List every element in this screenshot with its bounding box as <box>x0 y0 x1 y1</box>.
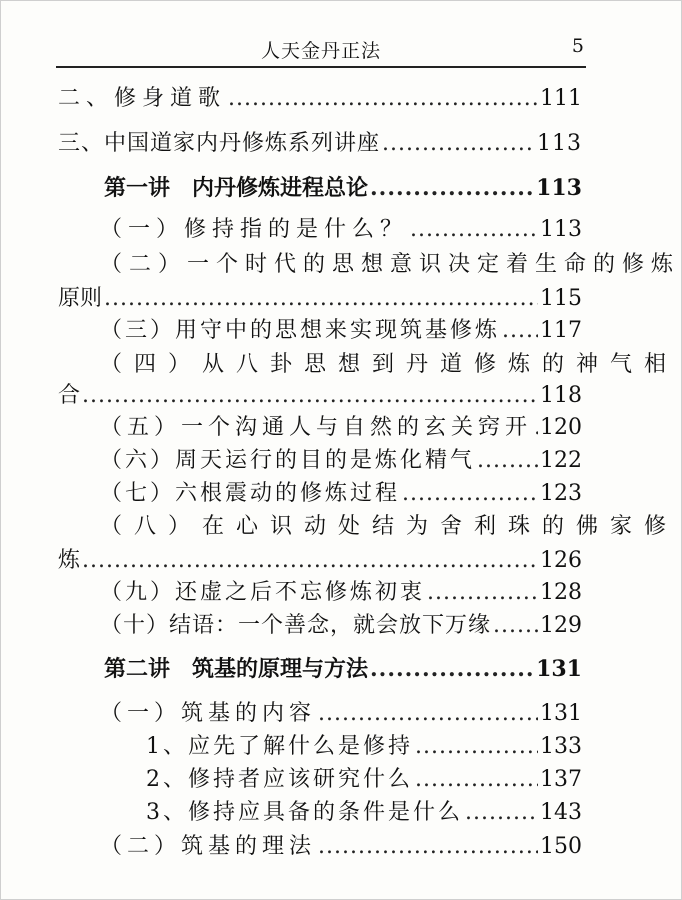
toc-entry-page: 150 <box>540 834 582 859</box>
toc-leader-dots <box>534 413 538 443</box>
toc-entry-page: 131 <box>536 656 582 682</box>
toc-leader-dots <box>382 129 535 159</box>
toc-entry-title: （十）结语：一个善念，就会放下万缘 <box>100 613 492 638</box>
toc-entry-title: 第二讲 筑基的原理与方法 <box>104 656 369 682</box>
toc-entry-sub[interactable] <box>146 765 582 795</box>
toc-entry-page: 113 <box>540 217 582 242</box>
toc-entry-title: （二）一个时代的思想意识决定着生命的修炼 <box>100 252 681 277</box>
toc-entry[interactable] <box>100 413 582 443</box>
toc-entry[interactable] <box>100 316 582 346</box>
toc-entry-title: （九）还虚之后不忘修炼初衷 <box>100 580 426 605</box>
toc-entry[interactable] <box>100 699 582 729</box>
toc-entry-sub[interactable] <box>146 798 582 828</box>
toc-leader-dots <box>427 578 538 608</box>
toc-entry-title-cont: 原则 <box>58 286 103 311</box>
toc-leader-dots <box>402 479 538 509</box>
toc-leader-dots <box>228 84 538 114</box>
toc-entry-page: 118 <box>540 383 582 408</box>
toc-entry-title-cont: 炼 <box>58 548 81 573</box>
toc-entry-title: （三）用守中的思想来实现筑基修炼 <box>100 318 501 343</box>
toc-entry-title: 3、修持应具备的条件是什么 <box>146 800 463 825</box>
toc-leader-dots <box>410 215 538 245</box>
toc-entry-title: 1、应先了解什么是修持 <box>146 734 413 759</box>
toc-entry-page: 129 <box>540 613 582 638</box>
toc-leader-dots <box>318 832 538 862</box>
toc-entry-page: 126 <box>540 548 582 573</box>
toc-entry-title: （二）筑基的理法 <box>100 834 317 859</box>
toc-entry-page: 131 <box>540 701 582 726</box>
toc-entry-page: 143 <box>540 800 582 825</box>
toc-entry-page: 133 <box>540 734 582 759</box>
toc-entry-lecture[interactable] <box>104 173 582 203</box>
toc-entry-page: 117 <box>540 318 582 343</box>
toc-entry-page: 115 <box>540 286 582 311</box>
toc-entry[interactable] <box>100 611 582 641</box>
toc-leader-dots <box>415 732 538 762</box>
toc-entry-title-cont: 合 <box>58 383 81 408</box>
toc-entry-title: （八）在心识动处结为舍利珠的佛家修 <box>100 514 679 539</box>
toc-leader-dots <box>82 381 538 411</box>
toc-entry-continuation[interactable] <box>58 381 582 411</box>
toc-leader-dots <box>493 611 538 641</box>
toc-entry-continuation[interactable] <box>58 546 582 576</box>
toc-entry[interactable] <box>58 129 582 159</box>
toc-entry[interactable] <box>100 578 582 608</box>
toc-entry-sub[interactable] <box>146 732 582 762</box>
toc-leader-dots <box>502 316 538 346</box>
toc-entry-wrapped[interactable] <box>100 250 681 280</box>
toc-entry-title: （一）筑基的内容 <box>100 701 317 726</box>
toc-entry-page: 137 <box>540 767 582 792</box>
toc-leader-dots <box>370 654 534 684</box>
toc-entry-title: （五）一个沟通人与自然的玄关窍开 <box>100 415 533 440</box>
toc-leader-dots <box>104 284 538 314</box>
toc-entry[interactable] <box>58 84 582 114</box>
header-title: 人天金丹正法 <box>260 40 381 62</box>
toc-leader-dots <box>415 765 538 795</box>
page-number: 5 <box>571 35 584 57</box>
header-rule <box>56 66 586 68</box>
toc-leader-dots <box>465 798 538 828</box>
toc-entry-lecture[interactable] <box>104 654 582 684</box>
toc-leader-dots <box>82 546 538 576</box>
toc-entry-title: 第一讲 内丹修炼进程总论 <box>104 175 369 201</box>
toc-entry-wrapped[interactable] <box>100 350 679 380</box>
toc-entry[interactable] <box>100 832 582 862</box>
toc-entry-title: （六）周天运行的目的是炼化精气 <box>100 448 476 473</box>
running-header <box>56 36 586 64</box>
toc-entry-title: 二、修身道歌 <box>58 86 227 111</box>
toc-entry-title: 三、中国道家内丹修炼系列讲座 <box>58 131 381 156</box>
toc-entry-title: （七）六根震动的修炼过程 <box>100 481 401 506</box>
toc-entry-continuation[interactable] <box>58 284 582 314</box>
toc-leader-dots <box>370 173 534 203</box>
toc-entry-wrapped[interactable] <box>100 512 679 542</box>
toc-leader-dots <box>477 446 538 476</box>
toc-entry-page: 122 <box>540 448 582 473</box>
toc-entry-page: 120 <box>540 415 582 440</box>
toc-entry[interactable] <box>100 446 582 476</box>
toc-entry-page: 128 <box>540 580 582 605</box>
toc-entry-page: 123 <box>540 481 582 506</box>
toc-entry-page: 113 <box>537 131 582 156</box>
toc-entry-title: （一）修持指的是什么？ <box>100 217 409 242</box>
toc-entry[interactable] <box>100 215 582 245</box>
toc-leader-dots <box>318 699 538 729</box>
toc-entry-title: （四）从八卦思想到丹道修炼的神气相 <box>100 352 679 377</box>
toc-entry-page: 111 <box>540 86 582 111</box>
toc-entry[interactable] <box>100 479 582 509</box>
toc-entry-page: 113 <box>536 175 582 201</box>
toc-entry-title: 2、修持者应该研究什么 <box>146 767 413 792</box>
